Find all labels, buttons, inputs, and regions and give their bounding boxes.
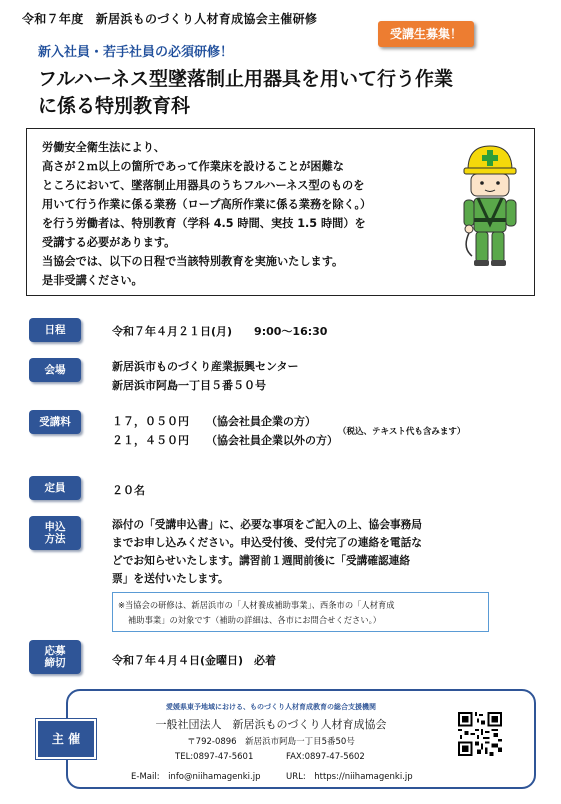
organizer-tagline: 愛媛県東予地域における、ものづくり人材育成教育の総合支援機関: [166, 703, 376, 711]
venue-name: 新居浜市ものづくり産業振興センター: [112, 360, 299, 373]
intro-line: 高さが２ｍ以上の箇所であって作業床を設けることが困難な: [42, 160, 344, 173]
fee-member-note: （協会社員企業の方）: [206, 415, 316, 428]
safety-worker-illustration: [458, 140, 522, 270]
organizer-title: 令和７年度 新居浜ものづくり人材育成協会主催研修: [22, 12, 318, 26]
organizer-url: URL: https://niihamagenki.jp: [286, 772, 413, 782]
application-label-line1: 申込: [44, 521, 66, 533]
deadline-label-line1: 応募: [44, 645, 66, 657]
course-title-line2: に係る特別教育科: [38, 95, 191, 117]
sponsor-label: 主 催: [36, 719, 96, 759]
organizer-email: E-Mail: info@niihamagenki.jp: [131, 772, 261, 782]
capacity-label: 定員: [29, 476, 81, 500]
fee-nonmember-amount: ２１，４５０円: [112, 434, 189, 447]
course-title: [38, 66, 518, 120]
application-label: [29, 516, 81, 550]
date-label: 日程: [29, 318, 81, 342]
intro-line: ところにおいて、墜落制止用器具のうちフルハーネス型のものを: [42, 179, 365, 192]
subsidy-note-line2: 補助事業」の対象です（補助の詳細は、各市にお問合せください。）: [128, 615, 382, 625]
intro-text: [42, 138, 442, 290]
venue-address: 新居浜市阿島一丁目５番５０号: [112, 379, 266, 392]
deadline-value: 令和７年４月４日(金曜日) 必着: [112, 654, 277, 667]
intro-line: 用いて行う作業に係る業務（ロープ高所作業に係る業務を除く。）: [42, 198, 372, 211]
organizer-name: 一般社団法人 新居浜ものづくり人材育成協会: [155, 718, 387, 731]
course-subtitle: 新入社員・若手社員の必須研修！: [38, 45, 234, 60]
venue-label: 会場: [29, 358, 81, 382]
intro-line: 是非受講ください。: [42, 274, 143, 287]
application-label-line2: 方法: [44, 533, 66, 545]
application-line: 票」を送付いたします。: [112, 572, 229, 585]
application-line: までお申し込みください。申込受付後、受付完了の連絡を電話な: [112, 536, 422, 549]
fee-tax-note: （税込、テキスト代も含みます）: [338, 427, 466, 437]
qr-code-icon: [458, 712, 502, 756]
application-line: どでお知らせいたします。講習前１週間前後に「受講確認連絡: [112, 554, 411, 567]
intro-line: 労働安全衛生法により、: [42, 141, 166, 154]
capacity-value: ２０名: [112, 484, 145, 497]
fee-nonmember-note: （協会社員企業以外の方）: [206, 434, 338, 447]
intro-line: を行う労働者は、特別教育（学科 4.5 時間、実技 1.5 時間）を: [42, 217, 366, 230]
organizer-tel: TEL:0897-47-5601: [175, 752, 254, 762]
recruit-badge: 受講生募集！: [378, 21, 474, 47]
subsidy-note-line1: ※当協会の研修は、新居浜市の「人材養成補助事業」、西条市の「人材育成: [118, 600, 395, 610]
intro-line: 当協会では、以下の日程で当該特別教育を実施いたします。: [42, 255, 344, 268]
course-title-line1: フルハーネス型墜落制止用器具を用いて行う作業: [38, 68, 453, 90]
organizer-fax: FAX:0897-47-5602: [286, 752, 365, 762]
organizer-address: 〒792-0896 新居浜市阿島一丁目5番50号: [187, 737, 355, 747]
application-text: [112, 516, 422, 588]
subsidy-note: [118, 598, 488, 628]
fee-label: 受講料: [29, 410, 81, 434]
deadline-label: [29, 640, 81, 674]
date-value: 令和７年４月２１日(月) 9:00～16:30: [112, 325, 328, 338]
fee-member-amount: １７，０５０円: [112, 415, 189, 428]
application-line: 添付の「受講申込書」に、必要な事項をご記入の上、協会事務局: [112, 518, 422, 531]
deadline-label-line2: 締切: [44, 657, 66, 669]
intro-line: 受講する必要があります。: [42, 236, 176, 249]
